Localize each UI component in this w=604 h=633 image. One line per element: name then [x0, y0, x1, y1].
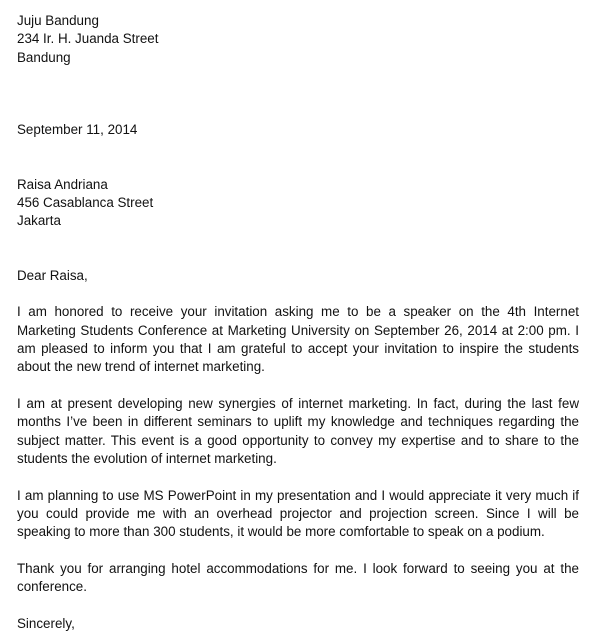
closing: Sincerely, — [17, 615, 75, 631]
salutation: Dear Raisa, — [17, 267, 88, 283]
body-paragraph: I am planning to use MS PowerPoint in my presentation and I would appreciate it very much if you could provide me with an overhead projector and projection screen. Since I will be speaking to more than 300 students, it would be more comfortable to speak on a podium. — [17, 487, 579, 540]
letter-date — [17, 121, 579, 139]
recipient-street: 456 Casablanca Street — [17, 195, 154, 211]
body-paragraph: Thank you for arranging hotel accommodations for me. I look forward to seeing you at the conference. — [17, 560, 579, 595]
recipient-address — [17, 176, 579, 231]
sender-address — [17, 12, 579, 67]
sender-name: Juju Bandung — [17, 13, 99, 28]
sender-city: Bandung — [17, 49, 71, 65]
body-paragraph: I am at present developing new synergies of internet marketing. In fact, during the last few months I’ve been in different seminars to uplift my knowledge and techniques regarding the subject matter. This event is a good opportunity to convey my expertise and to share to the students the evolution of internet marketing. — [17, 395, 579, 467]
recipient-name: Raisa Andriana — [17, 176, 108, 192]
date-text: September 11, 2014 — [17, 122, 138, 138]
letter — [17, 12, 579, 633]
body-paragraph: I am honored to receive your invitation asking me to be a speaker on the 4th Internet Marketing Students Conference at Marketing University on September 26, 2014 at 2:00 pm. I am pleased to inform you that I am grateful to accept your invitation to inspire the students about the new trend of internet marketing. — [17, 304, 579, 375]
sender-street: 234 Ir. H. Juanda Street — [17, 31, 159, 47]
recipient-city: Jakarta — [17, 213, 61, 229]
